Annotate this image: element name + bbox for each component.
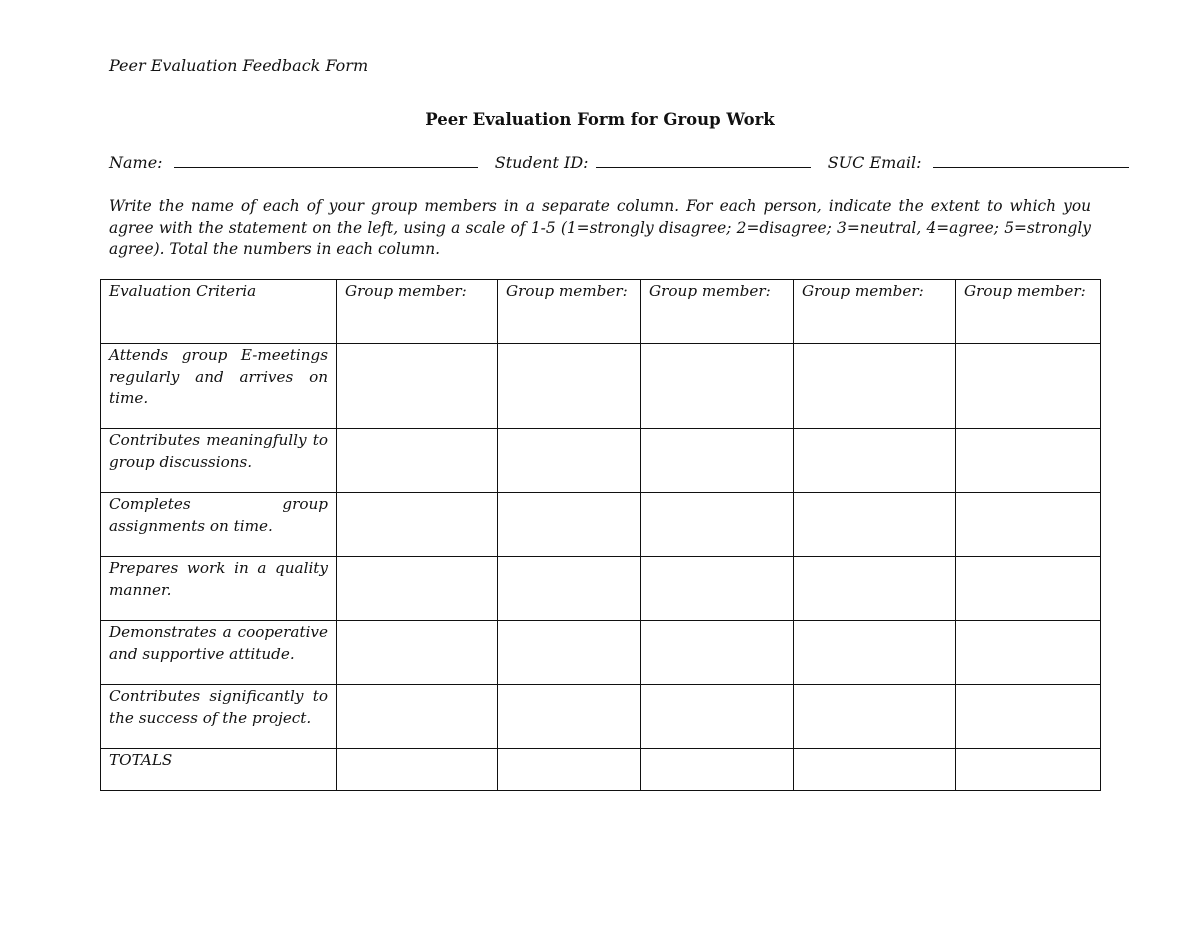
total-cell[interactable] — [956, 749, 1101, 791]
score-cell[interactable] — [794, 557, 956, 621]
score-cell[interactable] — [641, 621, 794, 685]
score-cell[interactable] — [956, 621, 1101, 685]
criteria-cell: Contributes significantly to the success of the project. — [101, 685, 337, 749]
table-row — [101, 557, 1101, 621]
table-row — [101, 621, 1101, 685]
score-cell[interactable] — [498, 429, 641, 493]
score-cell[interactable] — [794, 685, 956, 749]
score-cell[interactable] — [337, 621, 498, 685]
score-cell[interactable] — [956, 493, 1101, 557]
email-label: SUC Email: — [827, 153, 922, 172]
student-id-label: Student ID: — [494, 153, 589, 172]
score-cell[interactable] — [956, 557, 1101, 621]
score-cell[interactable] — [498, 493, 641, 557]
table-row — [101, 493, 1101, 557]
score-cell[interactable] — [794, 344, 956, 429]
criteria-cell: Prepares work in a quality manner. — [101, 557, 337, 621]
score-cell[interactable] — [337, 557, 498, 621]
instructions: Write the name of each of your group members in a separate column. For each person, indicate the extent to which you agree with the statement on the left, using a scale of 1-5 (1=strongly disagree; 2=disagree; 3=neutral, 4=agree; 5=strongly agree). Total the numbers in each column. — [109, 197, 1091, 258]
score-cell[interactable] — [337, 685, 498, 749]
table-header-row — [101, 280, 1101, 344]
criteria-cell: Demonstrates a cooperative and supportive attitude. — [101, 621, 337, 685]
column-header-member[interactable]: Group member: — [641, 280, 794, 344]
page-title: Peer Evaluation Form for Group Work — [425, 110, 775, 129]
table-row — [101, 344, 1101, 429]
column-header-member[interactable]: Group member: — [337, 280, 498, 344]
criteria-cell: Attends group E-meetings regularly and arrives on time. — [101, 344, 337, 429]
total-cell[interactable] — [337, 749, 498, 791]
total-cell[interactable] — [641, 749, 794, 791]
student-id-field[interactable] — [596, 153, 811, 168]
score-cell[interactable] — [641, 557, 794, 621]
evaluation-table — [100, 279, 1101, 791]
table-row — [101, 685, 1101, 749]
score-cell[interactable] — [641, 493, 794, 557]
score-cell[interactable] — [337, 493, 498, 557]
criteria-cell: Contributes meaningfully to group discussions. — [101, 429, 337, 493]
score-cell[interactable] — [641, 429, 794, 493]
score-cell[interactable] — [794, 621, 956, 685]
score-cell[interactable] — [337, 344, 498, 429]
score-cell[interactable] — [956, 685, 1101, 749]
score-cell[interactable] — [498, 344, 641, 429]
score-cell[interactable] — [498, 685, 641, 749]
totals-label: TOTALS — [101, 749, 337, 791]
table-row — [101, 429, 1101, 493]
score-cell[interactable] — [794, 493, 956, 557]
column-header-member[interactable]: Group member: — [498, 280, 641, 344]
column-header-criteria: Evaluation Criteria — [101, 280, 337, 344]
score-cell[interactable] — [641, 685, 794, 749]
totals-row — [101, 749, 1101, 791]
score-cell[interactable] — [337, 429, 498, 493]
column-header-member[interactable]: Group member: — [956, 280, 1101, 344]
score-cell[interactable] — [498, 557, 641, 621]
student-info-fields — [109, 153, 1099, 172]
email-field[interactable] — [933, 153, 1129, 168]
score-cell[interactable] — [641, 344, 794, 429]
score-cell[interactable] — [794, 429, 956, 493]
name-field[interactable] — [174, 153, 478, 168]
score-cell[interactable] — [956, 344, 1101, 429]
criteria-cell: Completes group assignments on time. — [101, 493, 337, 557]
column-header-member[interactable]: Group member: — [794, 280, 956, 344]
score-cell[interactable] — [498, 621, 641, 685]
name-label: Name: — [109, 153, 163, 172]
page-header: Peer Evaluation Feedback Form — [109, 56, 369, 75]
total-cell[interactable] — [794, 749, 956, 791]
score-cell[interactable] — [956, 429, 1101, 493]
total-cell[interactable] — [498, 749, 641, 791]
